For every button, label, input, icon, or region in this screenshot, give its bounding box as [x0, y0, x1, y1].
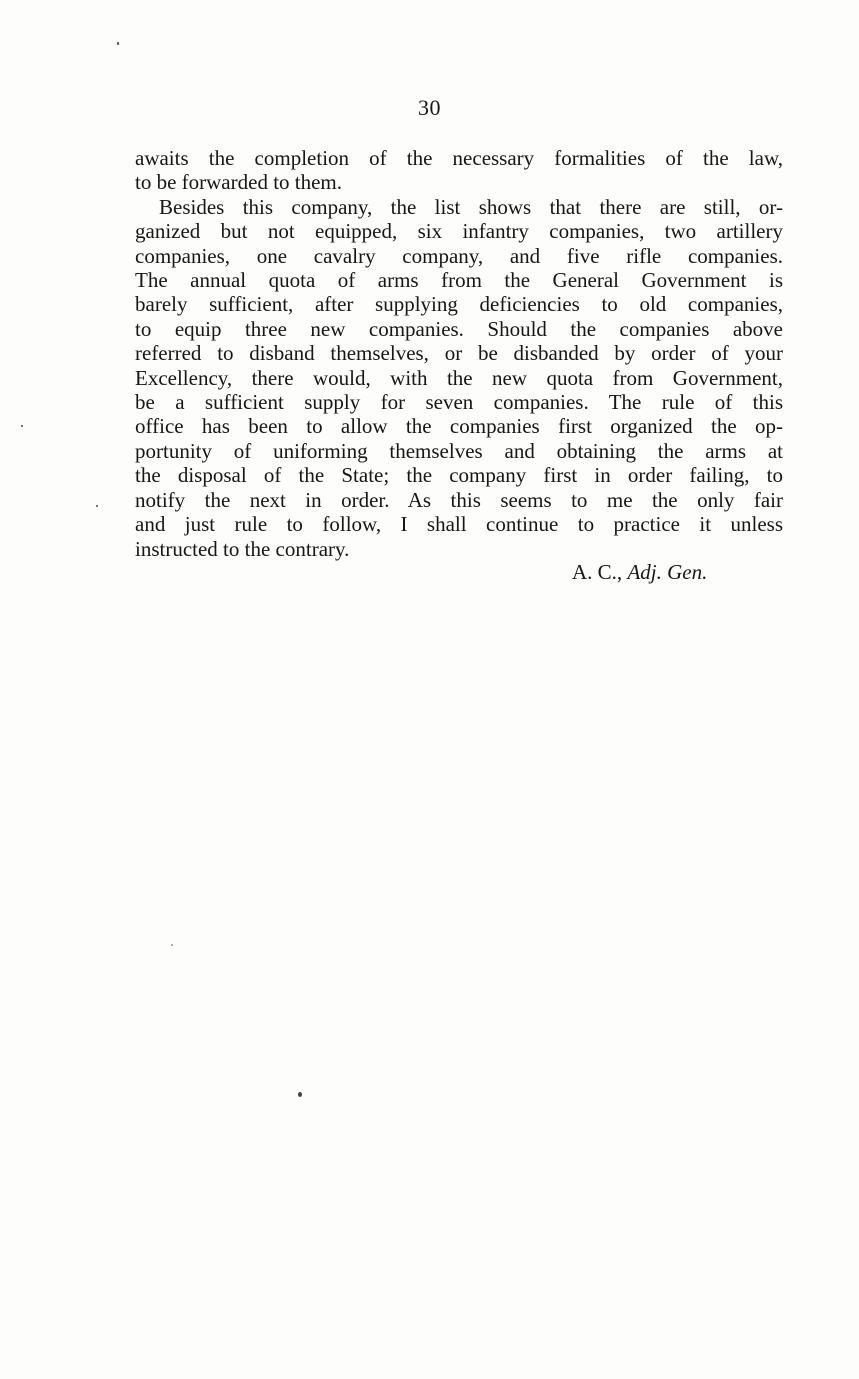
scan-speck — [21, 425, 23, 427]
scan-speck — [171, 944, 173, 946]
text-line: Excellency, there would, with the new quota from Government, — [135, 365, 783, 390]
text-line: and just rule to follow, I shall continue to practice it unless — [135, 512, 783, 537]
text-line: companies, one cavalry company, and five rifle companies. — [135, 243, 783, 268]
signature — [572, 560, 707, 585]
text-line: awaits the completion of the necessary formalities of the law, — [135, 146, 783, 170]
scan-speck — [96, 505, 98, 507]
scan-speck — [117, 42, 119, 45]
text-line: barely sufficient, after supplying deficiencies to old companies, — [135, 292, 783, 317]
text-line: Besides this company, the list shows that there are still, or- — [159, 194, 783, 219]
text-line: ganized but not equipped, six infantry companies, two artillery — [135, 219, 783, 244]
text-line: The annual quota of arms from the General Government is — [135, 268, 783, 293]
body-text — [135, 146, 783, 561]
scan-speck — [298, 1092, 302, 1097]
paragraph — [135, 146, 783, 195]
text-line: portunity of uniforming themselves and obtaining the arms at — [135, 438, 783, 463]
text-line: to be forwarded to them. — [135, 170, 343, 195]
signature-name: A. C., — [572, 560, 623, 584]
text-line: office has been to allow the companies first organized the op- — [135, 414, 783, 439]
text-line: notify the next in order. As this seems to me the only fair — [135, 487, 783, 512]
text-line: the disposal of the State; the company first in order failing, to — [135, 463, 783, 488]
paragraph — [135, 195, 783, 561]
text-line: be a sufficient supply for seven companies. The rule of this — [135, 390, 783, 415]
text-line: to equip three new companies. Should the companies above — [135, 316, 783, 341]
signature-role: Adj. Gen. — [627, 560, 708, 584]
text-line: referred to disband themselves, or be disbanded by order of your — [135, 341, 783, 366]
page-number: 30 — [418, 95, 441, 120]
text-line: instructed to the contrary. — [135, 536, 350, 561]
